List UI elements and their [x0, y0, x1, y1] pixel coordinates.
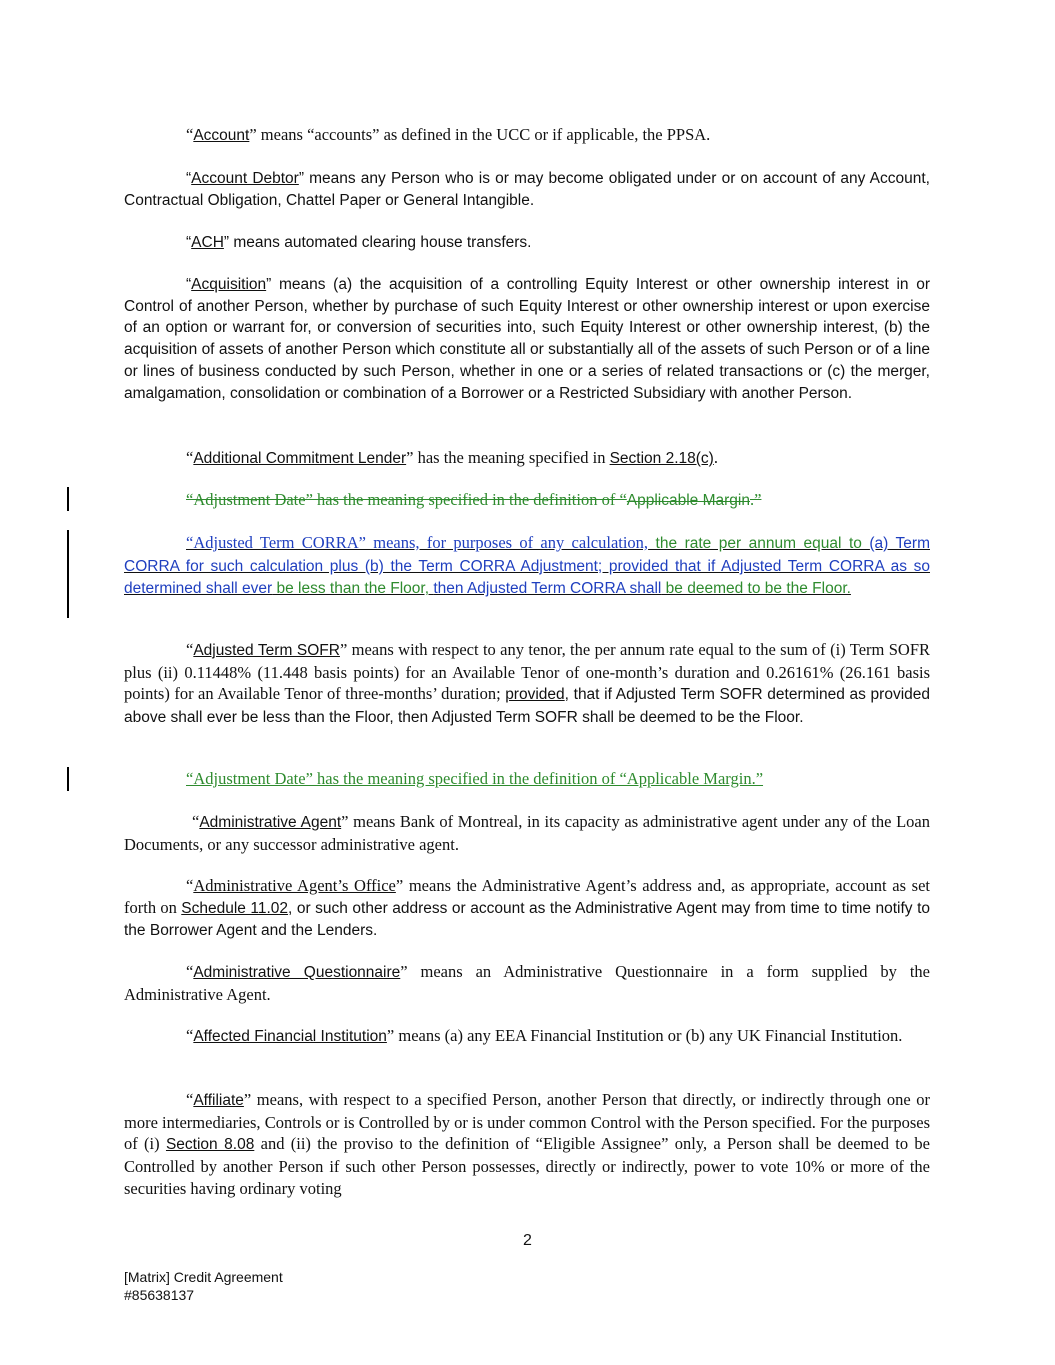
definition-text: ” means an Administrative Questionnaire in a form supplied by the Administrative Agent. — [124, 962, 930, 1004]
change-bar — [67, 767, 69, 791]
definition-administrative-questionnaire: “Administrative Questionnaire” means an Administrative Questionnaire in a form supplied by the Administrative Agent. — [124, 962, 930, 1004]
definition-account: “Account” means “accounts” as defined in the UCC or if applicable, the PPSA. — [186, 125, 711, 144]
defined-term: Acquisition — [191, 276, 267, 293]
definition-affiliate: “Affiliate” means, with respect to a specified Person, another Person that directly, or indirectly through one or more intermediaries, Controls or is Controlled by or is under common Control with the Person specified. For the purposes of (i) Section 8.08 and (ii) the proviso to the definition of “Eligible Assignee” only, a Person shall be deemed to be Controlled by another Person if such other Person possesses, directly or indirectly, power to vote 10% or more of the securities having ordinary voting — [124, 1090, 930, 1198]
section-reference[interactable]: Section 2.18(c) — [609, 450, 714, 467]
schedule-reference[interactable]: Schedule 11.02 — [181, 899, 289, 917]
definition-text: ” means any Person who is or may become obligated under or on account of any Account, Contractual Obligation, Chattel Paper or General Intangible. — [124, 170, 930, 209]
defined-term: Affected Financial Institution — [193, 1028, 387, 1045]
definition-text: ” means “accounts” as defined in the UCC or if applicable, the PPSA. — [249, 125, 711, 144]
definition-text: ” means (a) the acquisition of a controlling Equity Interest or other ownership interest in or Control of another Person, whether by purchase of such Equity Interest or other ownership interest or upon exercise of an option or warrant for, or conversion of securities into, such Equity Interest or other ownership interest, (b) the acquisition of assets of another Person which constitute all or substantially all of the assets of such Person or of a line or lines of business conducted by such Person, whether in one or a series of related transactions or (c) the merger, amalgamation, consolidation or combination of a Borrower or a Restricted Subsidiary with another Person. — [124, 276, 930, 402]
definition-adjustment-date-deleted: “Adjustment Date” has the meaning specified in the definition of “Applicable Margin.” — [186, 490, 762, 509]
defined-term: Administrative Agent’s Office — [193, 876, 396, 895]
section-reference[interactable]: Section 8.08 — [165, 1136, 255, 1154]
definition-administrative-agent: “Administrative Agent” means Bank of Montreal, in its capacity as administrative agent under any of the Loan Documents, or any successor administrative agent. — [124, 812, 931, 854]
definition-text: ” means automated clearing house transfers. — [223, 234, 532, 251]
defined-term: Applicable Margin — [626, 492, 750, 509]
defined-term: Adjusted Term SOFR — [193, 642, 340, 659]
defined-term: Administrative Questionnaire — [193, 964, 401, 981]
definition-acquisition: “Acquisition” means (a) the acquisition of a controlling Equity Interest or other ownership interest in or Control of another Person, whether by purchase of such Equity Interest or other ownership interest or upon exercise of an option or warrant for, or conversion of securities into, such Equity Interest or other ownership interest, (b) the acquisition of assets of another Person which constitute all or substantially all of the assets of such Person or of a line or lines of business conducted by such Person, whether in one or a series of related transactions or (c) the merger, amalgamation, consolidation or combination of a Borrower or a Restricted Subsidiary with another Person. — [124, 276, 930, 402]
definition-additional-commitment-lender: “Additional Commitment Lender” has the meaning specified in Section 2.18(c). — [186, 448, 718, 467]
definition-adjustment-date-inserted: “Adjustment Date” has the meaning specified in the definition of “Applicable Margin.” — [186, 769, 764, 788]
definition-adjusted-term-sofr: “Adjusted Term SOFR” means with respect to any tenor, the per annum rate equal to the sum of (i) Term SOFR plus (ii) 0.11448% (11.448 basis points) for an Available Tenor of one-month’s duration and 0.26161% (26.161 basis points) for an Available Tenor of three-months’ duration; provided, that if Adjusted Term SOFR determined as provided above shall ever be less than the Floor, then Adjusted Term SOFR shall be deemed to be the Floor. — [124, 640, 931, 727]
defined-term: Account Debtor — [191, 170, 299, 187]
definition-ach: “ACH” means automated clearing house transfers. — [186, 234, 532, 251]
definition-text: ” means Bank of Montreal, in its capacity as administrative agent under any of the Loan Documents, or any successor administrative agent. — [124, 812, 931, 854]
defined-term: ACH — [191, 234, 224, 251]
defined-term: Additional Commitment Lender — [193, 450, 407, 467]
definition-affected-financial-institution: “Affected Financial Institution” means (a) any EEA Financial Institution or (b) any UK Financial Institution. — [186, 1026, 903, 1045]
definition-text: ” means (a) any EEA Financial Institution or (b) any UK Financial Institution. — [386, 1026, 903, 1045]
page-number: 2 — [523, 1232, 532, 1249]
definition-account-debtor: “Account Debtor” means any Person who is or may become obligated under or on account of any Account, Contractual Obligation, Chattel Paper or General Intangible. — [124, 170, 930, 209]
footer-doc-id: #85638137 — [124, 1287, 195, 1303]
change-bar — [67, 530, 69, 618]
defined-term: Affiliate — [193, 1092, 244, 1109]
defined-term: Account — [193, 127, 250, 144]
definition-adjusted-term-corra: “Adjusted Term CORRA” means, for purposes of any calculation, the rate per annum equal to (a) Term CORRA for such calculation plus (b) the Term CORRA Adjustment; provided that if Adjusted Term CORRA as so determined shall ever be less than the Floor, then Adjusted Term CORRA shall be deemed to be the Floor. — [124, 533, 930, 598]
defined-term: Administrative Agent — [199, 814, 342, 831]
change-bar — [67, 487, 69, 511]
footer-title: [Matrix] Credit Agreement — [124, 1269, 283, 1285]
definition-administrative-agents-office: “Administrative Agent’s Office” means the Administrative Agent’s address and, as appropriate, account as set forth on Schedule 11.02, or such other address or account as the Administrative Agent may from time to time notify to the Borrower Agent and the Lenders. — [124, 876, 930, 940]
